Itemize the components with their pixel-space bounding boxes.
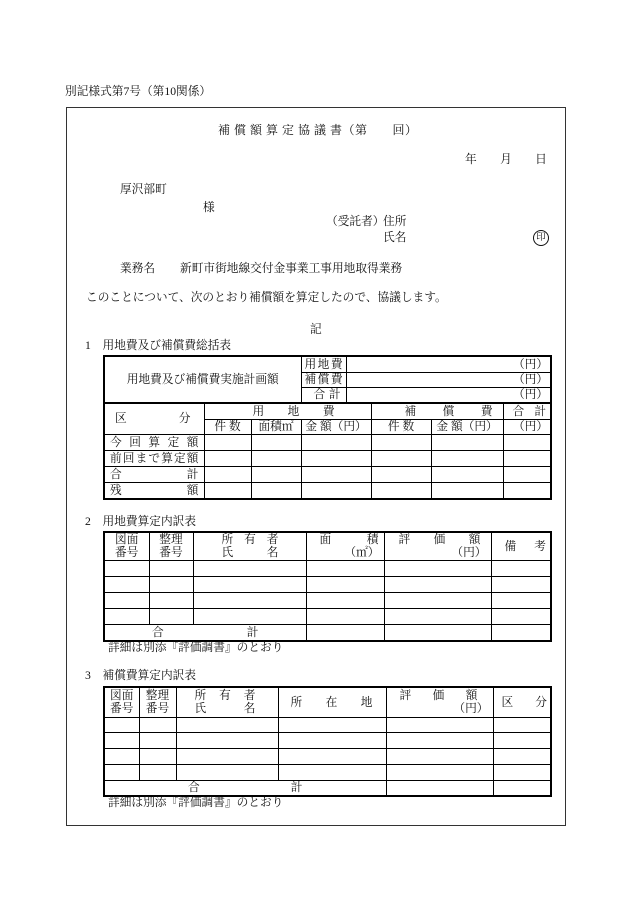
compensation-count-cell <box>371 466 431 482</box>
category-header-cell <box>104 403 204 434</box>
section3-heading: 3 補償費算定内訳表 <box>85 669 197 682</box>
table-cell <box>139 764 176 780</box>
total-row <box>104 624 551 641</box>
plan-compensation-amount-cell: （円） <box>346 372 551 387</box>
plan-item-cell <box>301 356 346 372</box>
table-cell <box>149 560 193 576</box>
summary-row <box>104 434 551 450</box>
total-amount-cell <box>503 466 551 482</box>
header-line: 整理 <box>159 533 183 547</box>
table-cell <box>104 748 139 764</box>
plan-total-amount-cell: （円） <box>346 387 551 403</box>
land-amount-cell <box>301 434 371 450</box>
header-line: 評 価 額 <box>398 533 481 547</box>
header-unit: （㎡） <box>344 546 380 560</box>
summary-header-row <box>104 403 551 419</box>
land-area-cell <box>251 434 301 450</box>
row-label-current: 今 回 算 定 額 <box>110 435 199 449</box>
map-no-header <box>104 687 139 717</box>
table-cell <box>306 624 384 641</box>
header-line: 番号 <box>110 702 134 716</box>
table-row <box>104 717 551 732</box>
table-cell <box>384 576 491 592</box>
row-label-cell <box>104 466 204 482</box>
total-header: 合 計 <box>512 404 547 418</box>
table-cell <box>493 764 551 780</box>
total-label: 合 計 <box>188 781 303 795</box>
table-row <box>104 592 551 608</box>
header-line: 図面 <box>110 689 134 703</box>
contractor-address-label: 住所 <box>383 215 407 228</box>
land-count-cell <box>204 482 251 499</box>
table-cell <box>384 592 491 608</box>
compensation-amount-cell <box>431 450 503 466</box>
ref-no-header <box>149 532 193 560</box>
plan-item-land-label: 用 地 費 <box>304 357 343 371</box>
table-cell <box>149 592 193 608</box>
compensation-breakdown-table <box>103 686 552 797</box>
compensation-amount-cell <box>431 466 503 482</box>
header-line: 図面 <box>115 533 139 547</box>
table-cell <box>491 592 551 608</box>
compensation-amount-cell <box>431 434 503 450</box>
table-cell <box>278 748 386 764</box>
compensation-amount-header: 金 額（円） <box>431 419 503 434</box>
plan-item-total-label: 合 計 <box>313 388 341 402</box>
plan-land-amount-cell: （円） <box>346 356 551 372</box>
table-cell <box>104 592 149 608</box>
table-row <box>104 764 551 780</box>
table-cell <box>386 764 493 780</box>
total-label-cell <box>104 624 306 641</box>
compensation-count-cell <box>371 450 431 466</box>
table-cell <box>384 608 491 624</box>
contractor-role: （受託者） <box>326 215 385 228</box>
body-text: このことについて、次のとおり補償額を算定したので、協議します。 <box>86 291 447 304</box>
owner-header <box>193 532 306 560</box>
table-cell <box>193 608 306 624</box>
ref-no-header <box>139 687 176 717</box>
land-amount-cell <box>301 466 371 482</box>
header-line: 評 価 額 <box>399 689 478 703</box>
land-count-cell <box>204 466 251 482</box>
contractor-name-label: 氏名 <box>383 231 407 244</box>
header-line: 番号 <box>145 702 170 716</box>
table-cell <box>193 576 306 592</box>
land-amount-cell <box>301 450 371 466</box>
project-label: 業務名 <box>120 262 156 275</box>
row-label-total: 合 計 <box>110 467 199 481</box>
land-amount-header: 金 額（円） <box>301 419 371 434</box>
plan-item-cell <box>301 372 346 387</box>
table-cell <box>386 732 493 748</box>
table-cell <box>306 592 384 608</box>
table-cell <box>176 764 278 780</box>
land-area-cell <box>251 466 301 482</box>
table-cell <box>104 764 139 780</box>
summary-row <box>104 482 551 499</box>
table-cell <box>491 608 551 624</box>
table-cell <box>149 576 193 592</box>
land-cost-header: 用 地 費 <box>252 404 335 418</box>
row-label-previous: 前 回 ま で 算 定 額 <box>110 451 199 465</box>
land-area-cell <box>251 450 301 466</box>
category-header <box>493 687 551 717</box>
table-header-row <box>104 687 551 717</box>
table-cell <box>139 748 176 764</box>
land-header-cell <box>204 403 371 419</box>
addressee-honorific: 様 <box>203 201 215 214</box>
table-cell <box>386 748 493 764</box>
plan-amount-label: 用地費及び補償費実施計画額 <box>104 356 301 403</box>
date-line: 年 月 日 <box>465 153 547 166</box>
category-header: 区 分 <box>115 412 191 426</box>
table-row <box>104 732 551 748</box>
table-cell <box>491 576 551 592</box>
total-amount-cell <box>503 482 551 499</box>
table-cell <box>104 608 149 624</box>
row-label-remaining: 残 額 <box>110 483 199 497</box>
row-label-cell <box>104 450 204 466</box>
compensation-header-cell <box>371 403 503 419</box>
section2-heading: 2 用地費算定内訳表 <box>85 515 197 528</box>
total-label-cell <box>104 780 386 796</box>
table-cell <box>176 717 278 732</box>
compensation-amount-cell <box>431 482 503 499</box>
total-unit-header: （円） <box>503 419 551 434</box>
total-amount-cell <box>503 450 551 466</box>
section2-note: 詳細は別添『評価調書』のとおり <box>108 641 284 654</box>
table-cell <box>176 748 278 764</box>
seal-icon: 印 <box>533 230 549 246</box>
table-cell <box>306 576 384 592</box>
table-cell <box>493 732 551 748</box>
ki-label: 記 <box>310 323 322 336</box>
area-header <box>306 532 384 560</box>
compensation-count-header: 件 数 <box>371 419 431 434</box>
table-cell <box>384 560 491 576</box>
header-line: 氏 名 <box>194 702 256 716</box>
header-line: 所 有 者 <box>194 689 256 703</box>
table-cell <box>104 717 139 732</box>
header-line: 番号 <box>115 546 139 560</box>
header-line: 所 在 地 <box>290 695 373 709</box>
table-cell <box>193 560 306 576</box>
land-count-header: 件 数 <box>204 419 251 434</box>
table-row <box>104 576 551 592</box>
form-number: 別記様式第7号（第10関係） <box>65 85 212 98</box>
table-cell <box>193 592 306 608</box>
header-line: 所 有 者 <box>221 533 279 547</box>
compensation-count-cell <box>371 434 431 450</box>
table-cell <box>278 764 386 780</box>
document-title: 補 償 額 算 定 協 議 書（第 回） <box>218 123 418 137</box>
header-line: 区 分 <box>501 695 547 709</box>
summary-table <box>103 355 552 500</box>
addressee-town: 厚沢部町 <box>120 183 167 196</box>
table-cell <box>493 780 551 796</box>
table-cell <box>491 624 551 641</box>
table-cell <box>306 560 384 576</box>
table-cell <box>386 780 493 796</box>
land-area-cell <box>251 482 301 499</box>
header-line: 番号 <box>159 546 183 560</box>
header-line: 氏 名 <box>221 546 279 560</box>
summary-row <box>104 466 551 482</box>
table-cell <box>493 748 551 764</box>
map-no-header <box>104 532 149 560</box>
table-cell <box>149 608 193 624</box>
land-cost-breakdown-table <box>103 531 552 642</box>
total-header-cell <box>503 403 551 419</box>
table-row <box>104 560 551 576</box>
table-cell <box>384 624 491 641</box>
summary-row <box>104 450 551 466</box>
table-cell <box>386 717 493 732</box>
table-cell <box>491 560 551 576</box>
value-header <box>384 532 491 560</box>
table-cell <box>104 576 149 592</box>
row-label-cell <box>104 482 204 499</box>
owner-header <box>176 687 278 717</box>
land-area-header: 面積㎡ <box>251 419 301 434</box>
table-cell <box>493 717 551 732</box>
table-cell <box>278 732 386 748</box>
table-cell <box>306 608 384 624</box>
total-row <box>104 780 551 796</box>
total-amount-cell <box>503 434 551 450</box>
table-cell <box>104 560 149 576</box>
table-cell <box>104 732 139 748</box>
table-header-row <box>104 532 551 560</box>
section3-note: 詳細は別添『評価調書』のとおり <box>108 796 284 809</box>
table-row <box>104 748 551 764</box>
total-label: 合 計 <box>152 625 259 639</box>
table-cell <box>176 732 278 748</box>
table-cell <box>139 717 176 732</box>
value-header <box>386 687 493 717</box>
land-count-cell <box>204 450 251 466</box>
header-line: 備 考 <box>504 539 546 553</box>
compensation-header: 補 償 費 <box>404 404 493 418</box>
remarks-header <box>491 532 551 560</box>
plan-item-cell <box>301 387 346 403</box>
plan-row <box>104 356 551 372</box>
land-count-cell <box>204 434 251 450</box>
table-cell <box>139 732 176 748</box>
header-unit: （円） <box>453 702 489 716</box>
header-line: 面 積 <box>319 533 379 547</box>
compensation-count-cell <box>371 482 431 499</box>
project-name: 新町市街地線交付金事業工事用地取得業務 <box>180 262 403 275</box>
section1-heading: 1 用地費及び補償費総括表 <box>85 339 232 352</box>
header-line: 整理 <box>145 689 170 703</box>
header-unit: （円） <box>451 546 487 560</box>
plan-item-compensation-label: 補 償 費 <box>304 373 343 386</box>
table-row <box>104 608 551 624</box>
table-cell <box>278 717 386 732</box>
land-amount-cell <box>301 482 371 499</box>
location-header <box>278 687 386 717</box>
row-label-cell <box>104 434 204 450</box>
